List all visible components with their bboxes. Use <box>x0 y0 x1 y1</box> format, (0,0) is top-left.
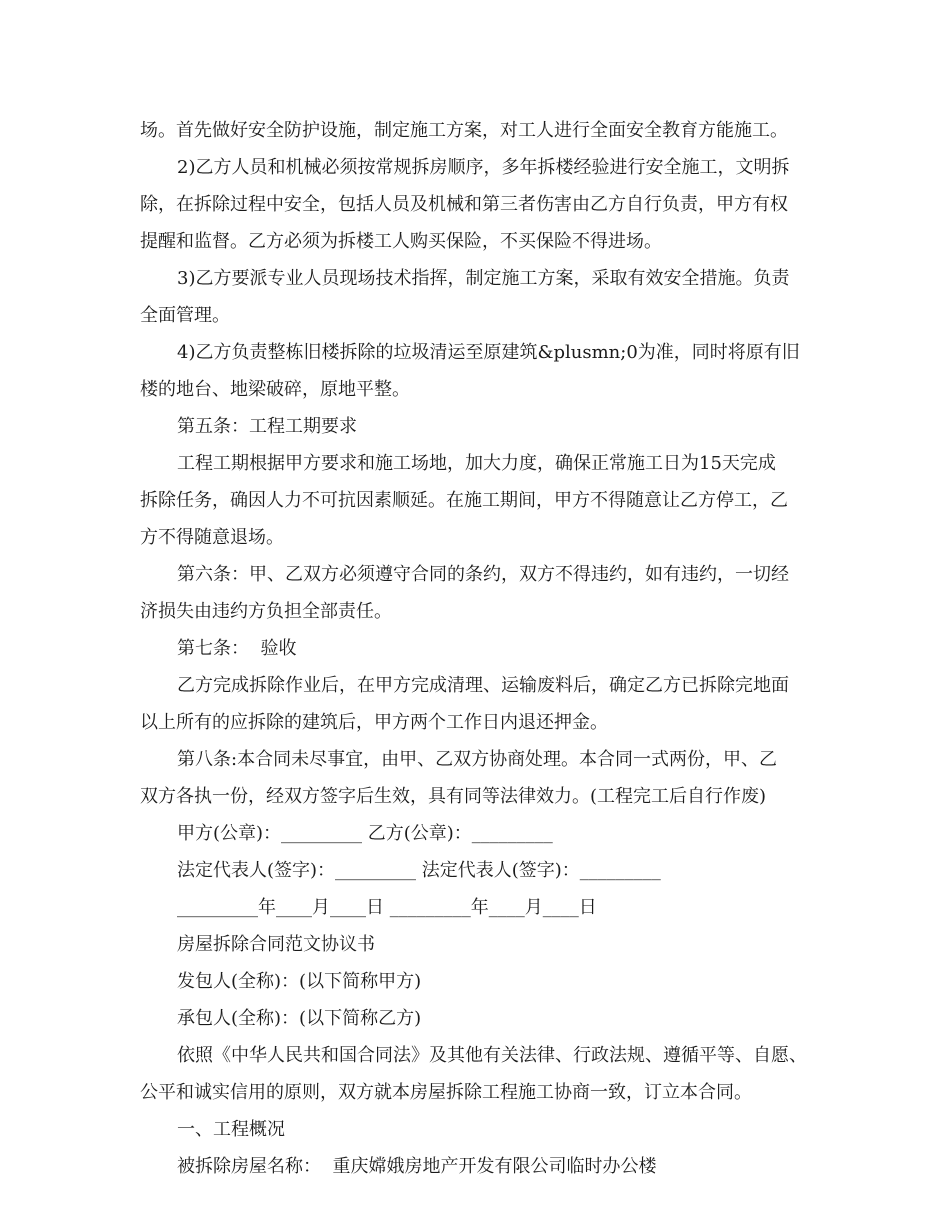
text-line: 以上所有的应拆除的建筑后，甲方两个工作日内退还押金。 <box>140 712 608 733</box>
text-line: 一、工程概况 <box>177 1119 285 1140</box>
text-line: 方不得随意退场。 <box>140 527 284 548</box>
text-line: 拆除任务，确因人力不可抗因素顺延。在施工期间，甲方不得随意让乙方停工，乙 <box>140 490 788 511</box>
text-line: 法定代表人(签字)：_________ 法定代表人(签字)：_________ <box>177 860 661 881</box>
text-line: 场。首先做好安全防护设施，制定施工方案，对工人进行全面安全教育方能施工。 <box>140 120 788 141</box>
text-line: 提醒和监督。乙方必须为拆楼工人购买保险，不买保险不得进场。 <box>140 231 662 252</box>
text-line: 2)乙方人员和机械必须按常规拆房顺序，多年拆楼经验进行安全施工，文明拆 <box>177 157 790 178</box>
text-line: 发包人(全称)：(以下简称甲方) <box>177 971 422 992</box>
text-line: 房屋拆除合同范文协议书 <box>177 934 375 955</box>
text-line: 第六条：甲、乙双方必须遵守合同的条约，双方不得违约，如有违约，一切经 <box>177 564 789 585</box>
text-line: 承包人(全称)：(以下简称乙方) <box>177 1008 422 1029</box>
text-line: 3)乙方要派专业人员现场技术指挥，制定施工方案，采取有效安全措施。负责 <box>177 268 790 289</box>
text-line: 楼的地台、地梁破碎，原地平整。 <box>140 379 410 400</box>
text-line: 被拆除房屋名称： 重庆嫦娥房地产开发有限公司临时办公楼 <box>177 1156 657 1177</box>
text-line: 公平和诚实信用的原则，双方就本房屋拆除工程施工协商一致，订立本合同。 <box>140 1082 752 1103</box>
text-line: 第八条:本合同未尽事宜，由甲、乙双方协商处理。本合同一式两份，甲、乙 <box>177 749 778 770</box>
text-line: 双方各执一份，经双方签字后生效，具有同等法律效力。(工程完工后自行作废) <box>140 786 767 807</box>
text-line: 甲方(公章)：_________ 乙方(公章)：_________ <box>177 823 553 844</box>
text-line: 依照《中华人民共和国合同法》及其他有关法律、行政法规、遵循平等、自愿、 <box>177 1045 807 1066</box>
document-page <box>140 112 820 1185</box>
text-line: 济损失由违约方负担全部责任。 <box>140 601 392 622</box>
text-line: 第七条： 验收 <box>177 638 297 659</box>
text-line: 4)乙方负责整栋旧楼拆除的垃圾清运至原建筑&plusmn;0为准，同时将原有旧 <box>177 342 800 363</box>
text-line: 除，在拆除过程中安全，包括人员及机械和第三者伤害由乙方自行负责，甲方有权 <box>140 194 788 215</box>
text-line: 乙方完成拆除作业后，在甲方完成清理、运输废料后，确定乙方已拆除完地面 <box>177 675 789 696</box>
text-line: 第五条：工程工期要求 <box>177 416 357 437</box>
text-line: 全面管理。 <box>140 305 230 326</box>
text-line: _________年____月____日 _________年____月____日 <box>177 897 597 918</box>
text-line: 工程工期根据甲方要求和施工场地，加大力度，确保正常施工日为15天完成 <box>177 453 776 474</box>
